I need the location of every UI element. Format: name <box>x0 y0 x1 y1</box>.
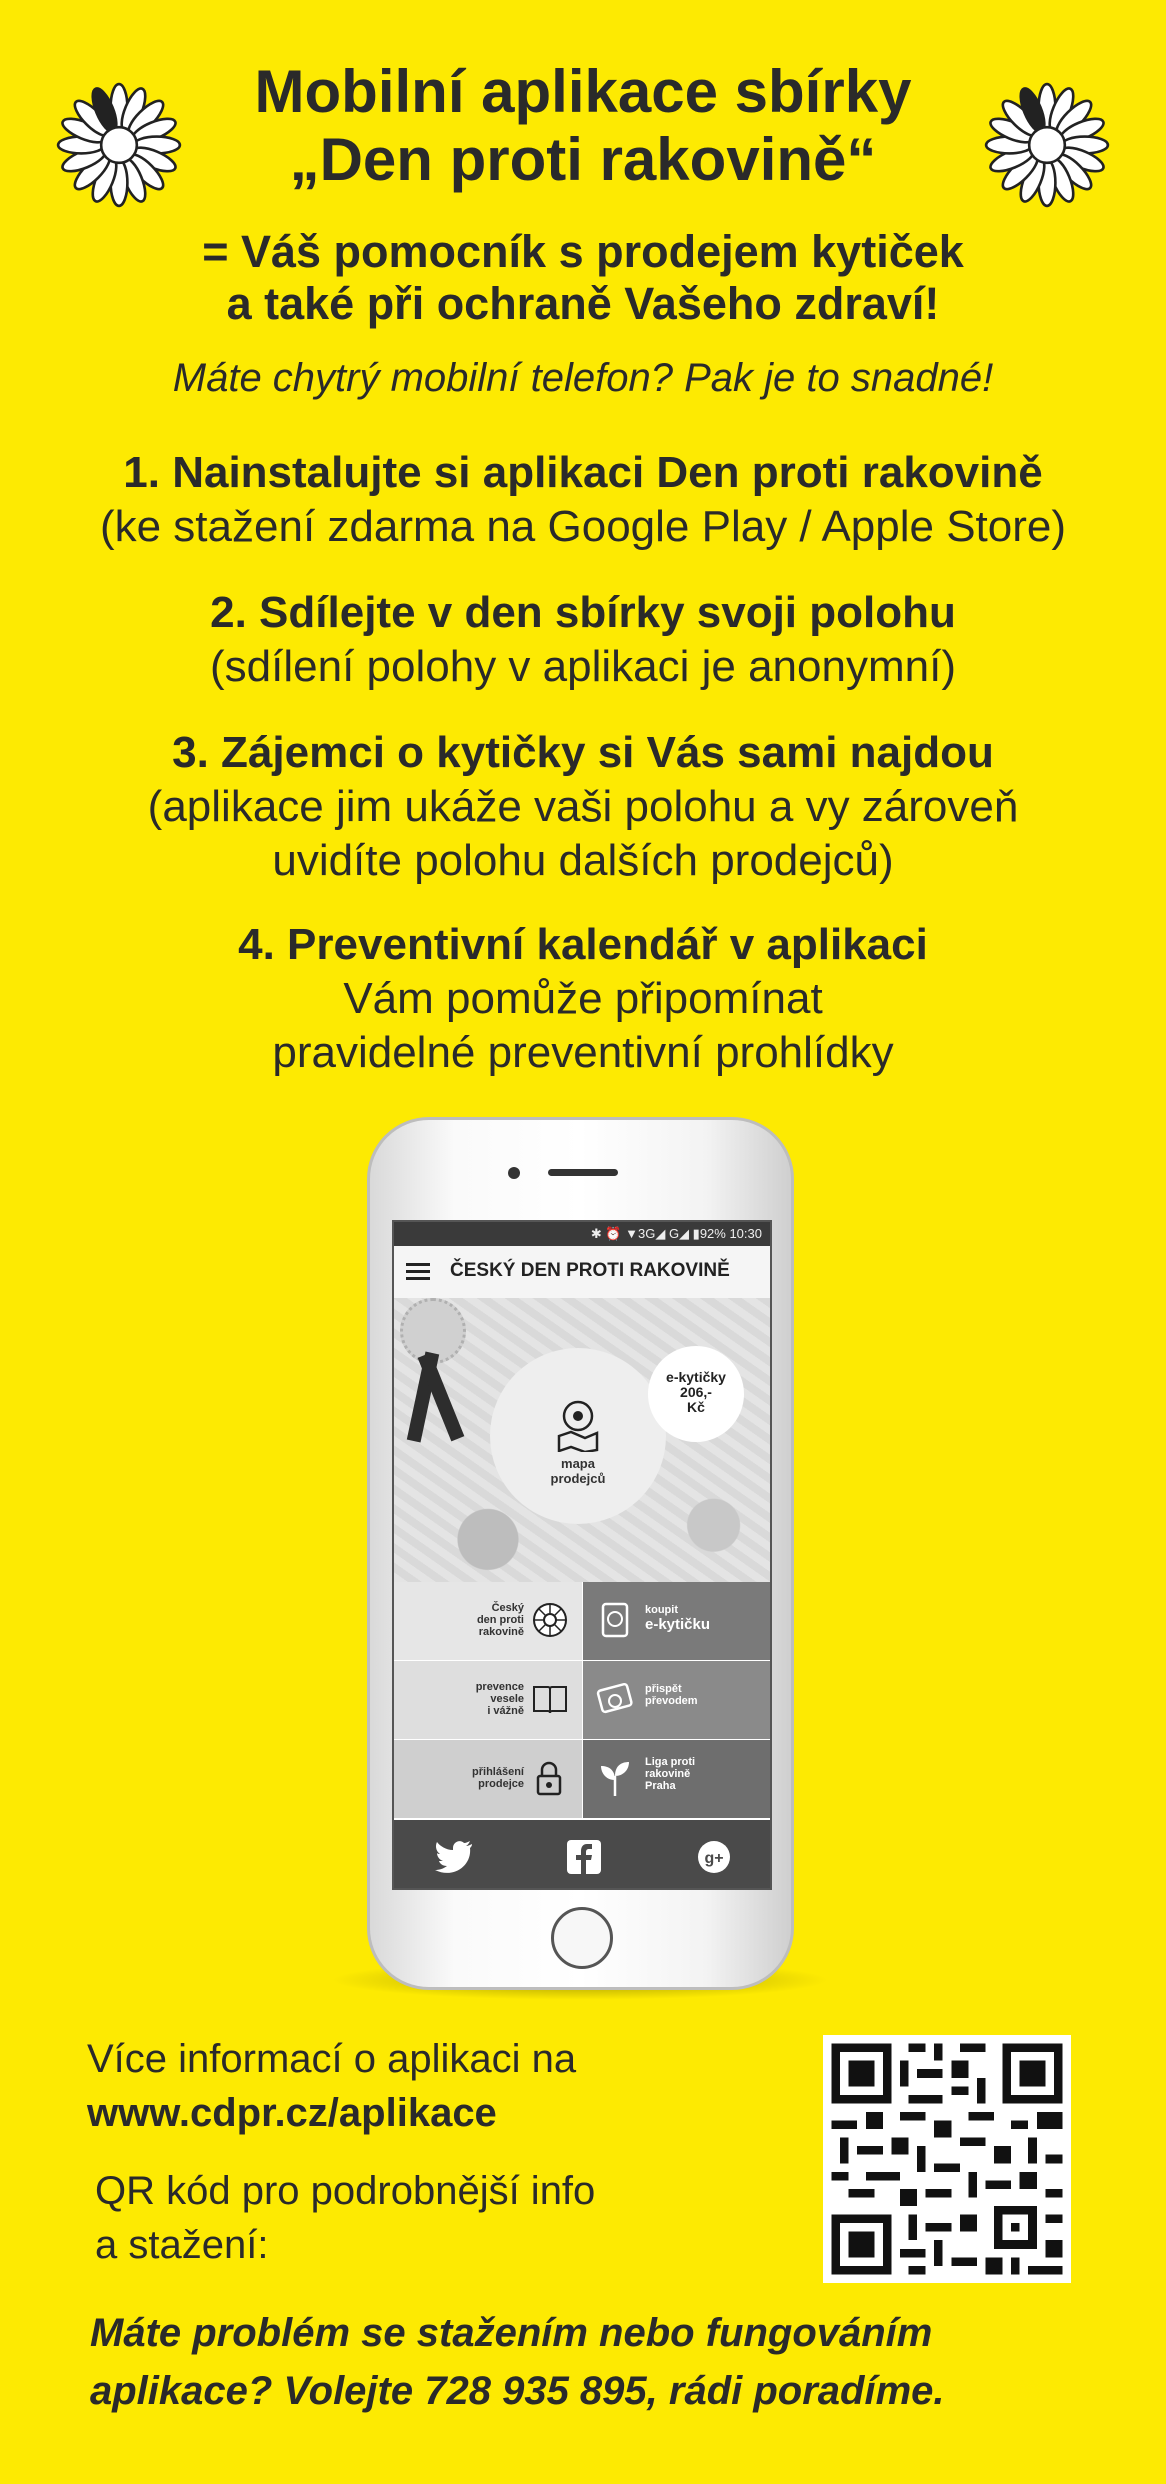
tile-label: rakovině <box>478 1626 524 1638</box>
tile-label: prodejce <box>478 1778 524 1790</box>
map-button-label-2: prodejců <box>550 1471 606 1486</box>
info-url-link[interactable]: www.cdpr.cz/aplikace <box>87 2091 497 2135</box>
title-line-1: Mobilní aplikace sbírky <box>254 58 912 125</box>
lock-icon <box>530 1758 570 1798</box>
title-line-2: „Den proti rakovině“ <box>289 126 877 193</box>
menu-icon[interactable] <box>406 1263 430 1281</box>
help-line-1: Máte problém se stažením nebo fungováním <box>90 2311 933 2355</box>
camera <box>508 1167 520 1179</box>
subtitle-line-1: = Váš pomocník s prodejem kytiček <box>202 226 964 277</box>
ekyticky-price: 206,- <box>680 1384 712 1400</box>
subtitle <box>0 226 1166 330</box>
step-detail: (sdílení polohy v aplikaci je anonymní) <box>210 642 956 691</box>
facebook-icon[interactable] <box>564 1840 604 1874</box>
step-heading: 2. Sdílejte v den sbírky svoji polohu <box>210 588 956 637</box>
qr-caption-line-2: a stažení: <box>95 2223 269 2267</box>
tile-contribute-transfer[interactable] <box>583 1661 772 1739</box>
social-bar <box>394 1820 770 1890</box>
google-plus-icon[interactable] <box>694 1840 734 1874</box>
card-flower-icon <box>595 1679 635 1719</box>
phone-flower-icon <box>595 1600 635 1640</box>
map-button-label-1: mapa <box>561 1456 595 1471</box>
book-icon <box>530 1679 570 1719</box>
tile-label: Praha <box>645 1780 676 1792</box>
step-heading: 1. Nainstalujte si aplikaci Den proti rakovině <box>123 448 1043 497</box>
phone-screen <box>392 1220 772 1890</box>
status-bar: ✱ ⏰ ▼3G◢ G◢ ▮92% 10:30 <box>394 1222 770 1246</box>
app-title: ČESKÝ DEN PROTI RAKOVINĚ <box>450 1260 730 1281</box>
step-detail: Vám pomůže připomínat <box>343 974 823 1023</box>
home-button <box>551 1907 613 1969</box>
step-1 <box>0 446 1166 554</box>
twitter-icon[interactable] <box>434 1840 474 1874</box>
app-bar <box>394 1246 770 1299</box>
tile-label: převodem <box>645 1695 698 1707</box>
subtitle-line-2: a také při ochraně Vašeho zdraví! <box>226 278 940 329</box>
ekyticky-price-badge[interactable] <box>648 1346 744 1442</box>
tile-cesky-den[interactable] <box>394 1582 583 1660</box>
tile-buy-ekyticka[interactable] <box>583 1582 772 1660</box>
page-title <box>0 58 1166 194</box>
step-3 <box>0 726 1166 888</box>
daisy-icon <box>530 1600 570 1640</box>
qr-code <box>823 2035 1071 2283</box>
tile-prevence[interactable] <box>394 1661 583 1739</box>
step-2 <box>0 586 1166 694</box>
step-4 <box>0 918 1166 1080</box>
tile-label: přispět <box>645 1683 682 1695</box>
intro-text: Máte chytrý mobilní telefon? Pak je to snadné! <box>172 356 994 400</box>
tile-label: vesele <box>490 1693 524 1705</box>
step-heading: 3. Zájemci o kytičky si Vás sami najdou <box>172 728 994 777</box>
help-line-2: aplikace? Volejte 728 935 895, rádi poradíme. <box>90 2369 945 2413</box>
qr-caption <box>95 2164 595 2272</box>
tile-liga-praha[interactable] <box>583 1740 772 1818</box>
map-sellers-button[interactable] <box>490 1348 666 1524</box>
tile-label: přihlášení <box>472 1766 524 1778</box>
svg-text:g+: g+ <box>704 1850 724 1867</box>
phone-mockup <box>367 1117 794 1990</box>
tile-label: rakovině <box>645 1768 691 1780</box>
step-detail: (aplikace jim ukáže vaši polohu a vy zároveň <box>147 782 1019 831</box>
tile-label: e-kytičku <box>645 1616 711 1633</box>
qr-caption-line-1: QR kód pro podrobnější info <box>95 2169 596 2213</box>
info-text: Více informací o aplikaci na <box>87 2037 577 2081</box>
info-section <box>87 2032 576 2140</box>
ekyticky-currency: Kč <box>687 1399 705 1415</box>
step-heading: 4. Preventivní kalendář v aplikaci <box>238 920 928 969</box>
hero-banner <box>394 1298 770 1582</box>
map-flower-icon <box>555 1400 601 1452</box>
step-detail: (ke stažení zdarma na Google Play / Apple Store) <box>99 502 1067 551</box>
tile-label: koupit <box>645 1604 678 1616</box>
tile-label: i vážně <box>487 1705 524 1717</box>
tile-label: den proti <box>476 1614 524 1626</box>
step-detail: pravidelné preventivní prohlídky <box>272 1028 894 1077</box>
help-text <box>90 2304 945 2420</box>
ekyticky-label: e-kytičky <box>666 1369 726 1385</box>
sprout-icon <box>595 1758 635 1798</box>
tile-seller-login[interactable] <box>394 1740 583 1818</box>
step-detail: uvidíte polohu dalších prodejců) <box>272 836 894 885</box>
tile-label: prevence <box>475 1681 524 1693</box>
tile-label: Liga proti <box>645 1756 696 1768</box>
speaker <box>548 1169 618 1176</box>
tile-label: Český <box>491 1602 524 1614</box>
